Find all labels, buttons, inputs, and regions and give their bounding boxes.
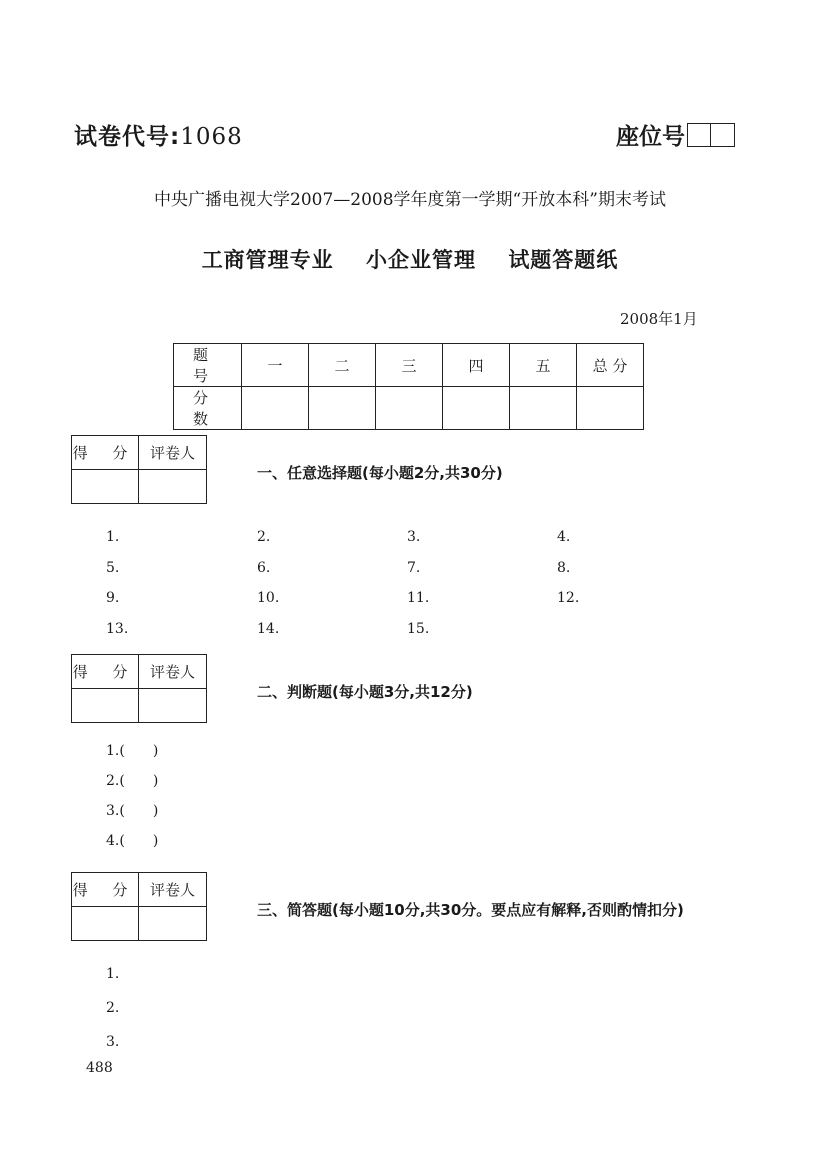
answer-item: 2. [257,529,271,545]
answer-item: 14. [257,621,280,637]
score-table-col-total: 总 分 [577,344,644,387]
grader-box-score-cell[interactable] [72,470,139,504]
score-cell[interactable] [443,387,510,430]
grader-box-grader-cell[interactable] [139,470,207,504]
score-table-col-3: 三 [376,344,443,387]
score-table-col-5: 五 [510,344,577,387]
short-answer-item: 3. [106,1034,120,1050]
answer-item: 7. [407,560,421,576]
grader-box-grader-cell[interactable] [139,907,207,941]
grader-box-score-cell[interactable] [72,907,139,941]
grader-box-section-3 [71,872,207,941]
seat-box[interactable] [711,123,735,147]
seat-box[interactable] [687,123,711,147]
score-cell[interactable] [242,387,309,430]
grader-box-score-label: 得 分 [72,436,139,470]
score-table-row-label: 分 数 [174,387,242,430]
paper-code-value: 1068 [180,124,243,150]
answer-item: 3. [407,529,421,545]
grader-box-score-label: 得 分 [72,873,139,907]
grader-box-grader-label: 评卷人 [139,873,207,907]
score-cell[interactable] [309,387,376,430]
answer-item: 6. [257,560,271,576]
answer-item: 1. [106,529,120,545]
answer-item: 11. [407,590,430,606]
grader-box-section-2 [71,654,207,723]
seat-number [616,118,735,151]
score-table-header-label: 题 号 [174,344,242,387]
seat-number-label: 座位号 [616,124,685,150]
exam-title [0,244,820,274]
title-major: 工商管理专业 [201,248,334,272]
score-table-col-4: 四 [443,344,510,387]
short-answer-item: 2. [106,1000,120,1016]
paper-code-label: 试卷代号: [74,124,181,150]
answer-item: 12. [557,590,580,606]
answer-item: 15. [407,621,430,637]
section-2-heading: 二、判断题(每小题3分,共12分) [257,683,473,701]
grader-box-section-1 [71,435,207,504]
section-3-heading: 三、简答题(每小题10分,共30分。要点应有解释,否则酌情扣分) [257,901,684,919]
judgement-item: 2.( ) [106,773,159,789]
score-table [173,343,644,430]
answer-item: 13. [106,621,129,637]
judgement-item: 3.( ) [106,803,159,819]
seat-number-boxes [687,123,735,147]
title-course: 小企业管理 [366,248,476,272]
answer-item: 9. [106,590,120,606]
score-cell[interactable] [577,387,644,430]
score-cell[interactable] [376,387,443,430]
judgement-item: 4.( ) [106,833,159,849]
exam-date: 2008年1月 [620,310,698,328]
judgement-item: 1.( ) [106,743,159,759]
short-answer-item: 1. [106,966,120,982]
score-table-col-2: 二 [309,344,376,387]
score-table-col-1: 一 [242,344,309,387]
grader-box-score-label: 得 分 [72,655,139,689]
grader-box-grader-label: 评卷人 [139,436,207,470]
grader-box-score-cell[interactable] [72,689,139,723]
paper-code [74,118,243,151]
answer-item: 10. [257,590,280,606]
grader-box-grader-cell[interactable] [139,689,207,723]
exam-subtitle: 中央广播电视大学2007—2008学年度第一学期“开放本科”期末考试 [154,190,666,210]
score-cell[interactable] [510,387,577,430]
grader-box-grader-label: 评卷人 [139,655,207,689]
title-doc: 试题答题纸 [508,248,619,272]
answer-item: 4. [557,529,571,545]
answer-item: 8. [557,560,571,576]
page-number: 488 [86,1060,113,1076]
section-1-heading: 一、任意选择题(每小题2分,共30分) [257,464,503,482]
answer-item: 5. [106,560,120,576]
